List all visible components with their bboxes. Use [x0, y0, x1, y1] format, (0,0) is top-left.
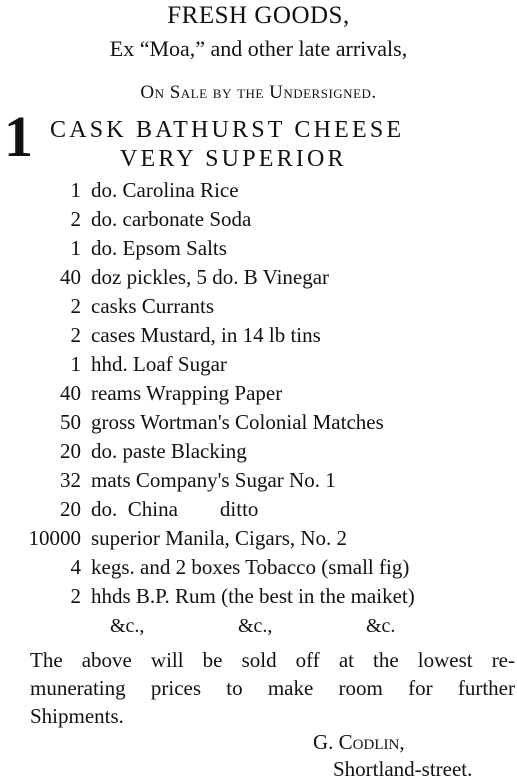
closing-text-line-1: The above will be sold off at the lowest re- [30, 648, 515, 672]
closing-text-line-2: munerating prices to make room for further [30, 676, 515, 700]
item-description: do. carbonate Soda [91, 207, 252, 231]
item-quantity: 32 [60, 468, 81, 492]
item-description: do. paste Blacking [91, 439, 247, 463]
lead-quantity: 1 [4, 104, 33, 169]
item-description: superior Manila, Cigars, No. 2 [91, 526, 348, 550]
item-quantity: 1 [70, 178, 81, 202]
list-item [0, 441, 517, 465]
list-item [0, 383, 517, 407]
item-quantity: 10000 [28, 526, 81, 550]
item-description: mats Company's Sugar No. 1 [91, 468, 336, 492]
list-item [0, 557, 517, 581]
item-quantity: 50 [60, 410, 81, 434]
item-description: casks Currants [91, 294, 215, 318]
item-description: cases Mustard, in 14 lb tins [91, 323, 321, 347]
item-description: do. China ditto [91, 497, 259, 521]
list-item [0, 238, 517, 262]
item-quantity: 40 [60, 265, 81, 289]
item-quantity: 2 [70, 294, 81, 318]
item-description: reams Wrapping Paper [91, 381, 283, 405]
item-quantity: 4 [70, 555, 81, 579]
item-quantity: 20 [60, 497, 81, 521]
item-description: hhds B.P. Rum (the best in the maiket) [91, 584, 415, 608]
signature-name: G. Codlin, [313, 730, 405, 754]
item-description: do. Epsom Salts [91, 236, 227, 260]
etc-3: &c. [366, 615, 396, 637]
item-description: gross Wortman's Colonial Matches [91, 410, 384, 434]
list-item [0, 412, 517, 436]
list-item [0, 267, 517, 291]
ad-title: FRESH GOODS, [167, 2, 350, 29]
list-item [0, 296, 517, 320]
list-item [0, 528, 517, 552]
ad-subtitle: Ex “Moa,” and other late arrivals, [109, 36, 408, 61]
lead-item-line-2: VERY SUPERIOR [120, 146, 347, 172]
item-description: kegs. and 2 boxes Tobacco (small fig) [91, 555, 410, 579]
on-sale-line: On Sale by the Undersigned. [140, 82, 377, 103]
list-item [0, 209, 517, 233]
item-quantity: 40 [60, 381, 81, 405]
list-item [0, 180, 517, 204]
item-quantity: 2 [70, 207, 81, 231]
item-quantity: 2 [70, 323, 81, 347]
item-quantity: 1 [70, 352, 81, 376]
item-description: do. Carolina Rice [91, 178, 239, 202]
list-item [0, 325, 517, 349]
item-quantity: 20 [60, 439, 81, 463]
closing-text-line-3: Shipments. [30, 704, 124, 728]
list-item [0, 586, 517, 610]
list-item [0, 354, 517, 378]
etc-2: &c., [238, 615, 273, 637]
item-description: hhd. Loaf Sugar [91, 352, 227, 376]
item-quantity: 2 [70, 584, 81, 608]
list-item [0, 499, 517, 523]
signature-address: Shortland-street. [333, 757, 473, 781]
item-description: doz pickles, 5 do. B Vinegar [91, 265, 330, 289]
lead-item-line-1: CASK BATHURST CHEESE [50, 117, 405, 143]
item-quantity: 1 [70, 236, 81, 260]
list-item [0, 470, 517, 494]
etc-1: &c., [110, 615, 145, 637]
